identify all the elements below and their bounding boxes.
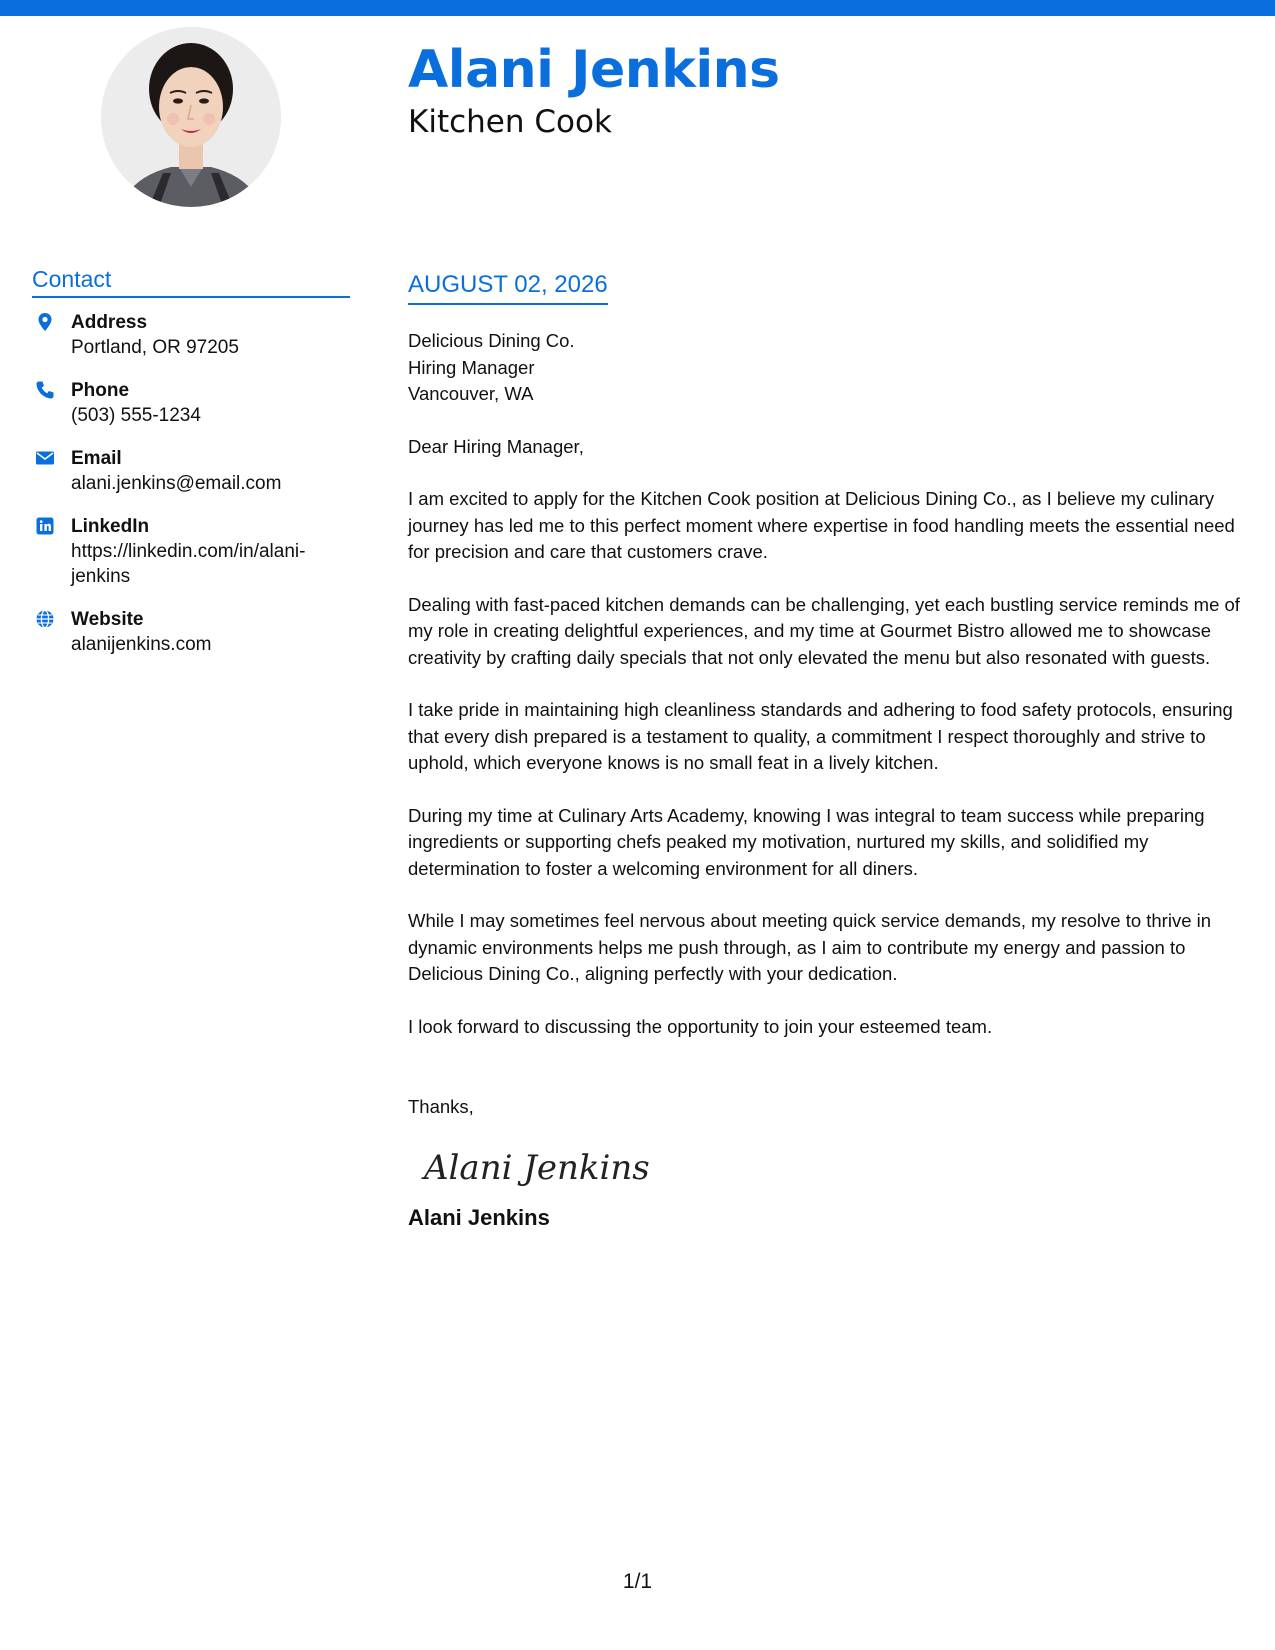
contact-value[interactable]: alani.jenkins@email.com [71, 473, 282, 494]
contact-value: Portland, OR 97205 [71, 337, 239, 358]
letter-date: AUGUST 02, 2026 [408, 271, 608, 305]
contact-item-address [32, 310, 352, 360]
recipient-company: Delicious Dining Co. [408, 330, 575, 351]
contact-item-linkedin [32, 514, 352, 589]
avatar [101, 27, 281, 207]
contact-item-email [32, 446, 352, 496]
page-number: 1/1 [622, 1570, 653, 1593]
signature [420, 1143, 660, 1193]
letter-paragraph: Dealing with fast-paced kitchen demands can be challenging, yet each bustling service reminds me of my role in creating delightful experiences, and my time at Gourmet Bistro allowed me to showcase creativity by crafting daily specials that not only elevated the menu but also resonated with guests. [408, 593, 1240, 668]
letter-paragraph: While I may sometimes feel nervous about meeting quick service demands, my resolve to thrive in dynamic environments helps me push through, as I aim to contribute my energy and passion to Delicious Dining Co., aligning perfectly with your dedication. [408, 910, 1212, 984]
top-accent-bar [0, 0, 1275, 16]
contact-label: LinkedIn [71, 516, 150, 537]
candidate-name: Alani Jenkins [408, 40, 780, 100]
contact-label: Email [71, 448, 122, 469]
signature-text: Alani Jenkins [424, 1147, 650, 1188]
contact-value[interactable]: alanijenkins.com [71, 634, 212, 655]
letter-paragraph: I look forward to discussing the opportunity to join your esteemed team. [408, 1015, 993, 1037]
contact-list [32, 310, 352, 675]
contact-item-website [32, 607, 352, 657]
linkedin-icon [35, 516, 55, 536]
recipient-role: Hiring Manager [408, 356, 535, 378]
contact-item-phone [32, 378, 352, 428]
globe-icon [35, 609, 55, 629]
contact-label: Phone [71, 380, 130, 401]
recipient-location: Vancouver, WA [408, 383, 534, 404]
signer-name: Alani Jenkins [408, 1204, 550, 1230]
recipient-block [408, 328, 1253, 408]
contact-value: (503) 555-1234 [71, 405, 201, 426]
contact-label: Address [71, 312, 148, 333]
salutation: Dear Hiring Manager, [408, 435, 584, 457]
letter-paragraph: I take pride in maintaining high cleanliness standards and adhering to food safety protocols, ensuring that every dish prepared is a testament to quality, a commitment I respect thoroughly and strive to uphold, which everyone knows is no small feat in a lively kitchen. [408, 699, 1233, 773]
envelope-icon [35, 448, 55, 468]
map-pin-icon [35, 312, 55, 332]
letter-body [408, 328, 1253, 1231]
job-title: Kitchen Cook [408, 104, 612, 140]
contact-label: Website [71, 609, 144, 630]
letter-paragraph: During my time at Culinary Arts Academy, knowing I was integral to team success while preparing ingredients or supporting chefs peaked my motivation, nurtured my skills, and solidified my determination to foster a welcoming environment for all diners. [408, 804, 1205, 879]
letter-paragraph: I am excited to apply for the Kitchen Cook position at Delicious Dining Co., as I believe my culinary journey has led me to this perfect moment where expertise in food handling meets the essential need for precision and care that customers crave. [408, 488, 1235, 562]
contact-heading: Contact [32, 266, 350, 298]
contact-value[interactable]: https://linkedin.com/in/alani-jenkins [71, 541, 306, 587]
phone-icon [35, 380, 55, 400]
closing: Thanks, [408, 1096, 474, 1117]
